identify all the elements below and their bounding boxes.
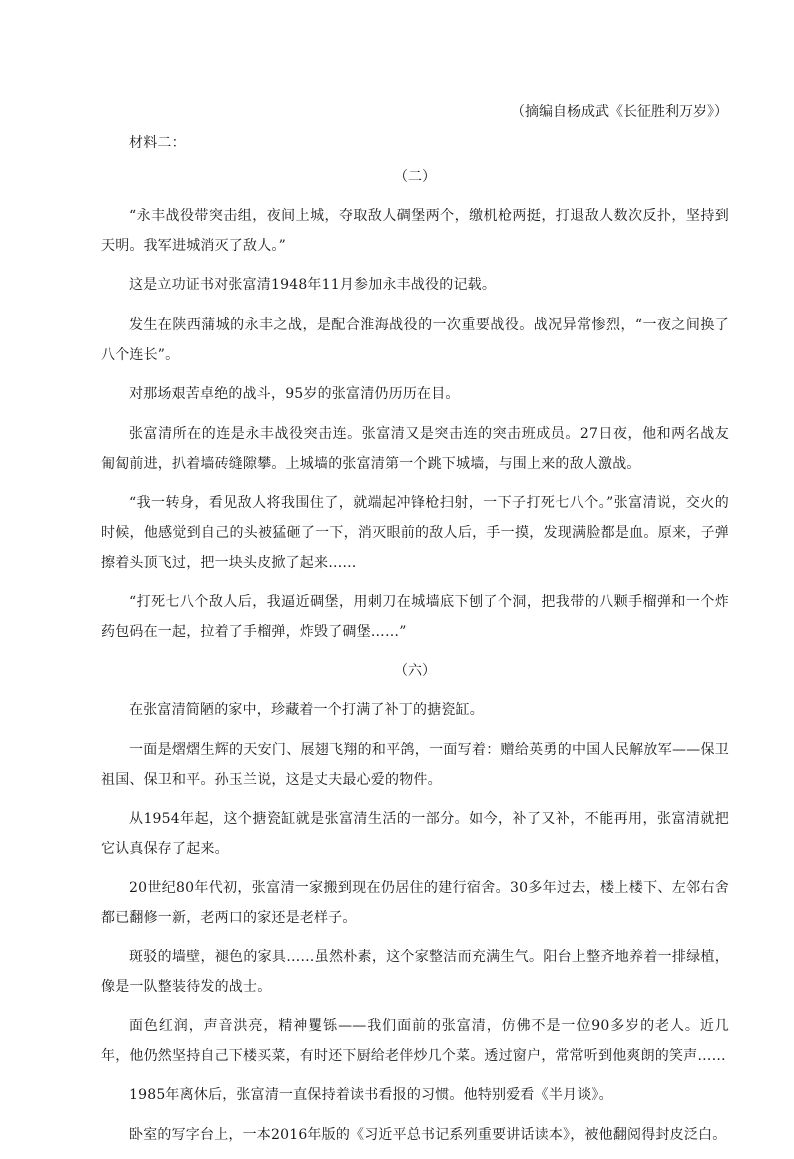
paragraph: 面色红润，声音洪亮，精神矍铄——我们面前的张富清，仿佛不是一位90多岁的老人。近几年，他仍然坚持自己下楼买菜，有时还下厨给老伴炒几个菜。透过窗户，常常听到他爽朗的笑声…… [101, 1018, 729, 1064]
paragraph: “永丰战役带突击组，夜间上城，夺取敌人碉堡两个，缴机枪两挺，打退敌人数次反扑，坚持到天明。我军进城消灭了敌人。” [101, 208, 729, 254]
section-heading-six: （六） [394, 663, 436, 679]
paragraph: 斑驳的墙壁，褪色的家具……虽然朴素，这个家整洁而充满生气。阳台上整齐地养着一排绿植，像是一队整装待发的战士。 [101, 949, 729, 995]
material-label: 材料二： [129, 135, 186, 151]
paragraph: 一面是熠熠生辉的天安门、展翅飞翔的和平鸽，一面写着：赠给英勇的中国人民解放军——保卫祖国、保卫和平。孙玉兰说，这是丈夫最心爱的物件。 [101, 742, 729, 788]
section-heading-two: （二） [394, 169, 436, 185]
paragraph: 20世纪80年代初，张富清一家搬到现在仍居住的建行宿舍。30多年过去，楼上楼下、左邻右舍都已翻修一新，老两口的家还是老样子。 [101, 880, 729, 926]
paragraph: 卧室的写字台上，一本2016年版的《习近平总书记系列重要讲话读本》，被他翻阅得封皮泛白。 [129, 1127, 727, 1143]
paragraph: 在张富清简陋的家中，珍藏着一个打满了补丁的搪瓷缸。 [129, 702, 484, 718]
paragraph: 对那场艰苦卓绝的战斗，95岁的张富清仍历历在目。 [129, 386, 460, 402]
paragraph: 发生在陕西蒲城的永丰之战，是配合淮海战役的一次重要战役。战况异常惨烈，“一夜之间换了八个连长”。 [101, 317, 729, 363]
paragraph: “我一转身，看见敌人将我围住了，就端起冲锋枪扫射，一下子打死七八个。”张富清说，交火的时候，他感觉到自己的头被猛砸了一下，消灭眼前的敌人后，手一摸，发现满脸都是血。原来，子弹擦着头顶飞过，把一块头皮掀了起来…… [101, 495, 729, 571]
source-attribution: （摘编自杨成武《长征胜利万岁》） [511, 104, 728, 120]
paragraph: “打死七八个敌人后，我逼近碉堡，用刺刀在城墙底下刨了个洞，把我带的八颗手榴弹和一个炸药包码在一起，拉着了手榴弹，炸毁了碉堡……” [101, 594, 729, 640]
document-body [101, 128, 729, 1159]
paragraph: 张富清所在的连是永丰战役突击连。张富清又是突击连的突击班成员。27日夜，他和两名战友匍匐前进，扒着墙砖缝隙攀。上城墙的张富清第一个跳下城墙，与围上来的敌人激战。 [101, 426, 729, 472]
paragraph: 1985年离休后，张富清一直保持着读书看报的习惯。他特别爱看《半月谈》。 [129, 1087, 613, 1103]
paragraph: 从1954年起，这个搪瓷缸就是张富清生活的一部分。如今，补了又补，不能再用，张富清就把它认真保存了起来。 [101, 811, 729, 857]
paragraph: 这是立功证书对张富清1948年11月参加永丰战役的记载。 [129, 277, 497, 293]
